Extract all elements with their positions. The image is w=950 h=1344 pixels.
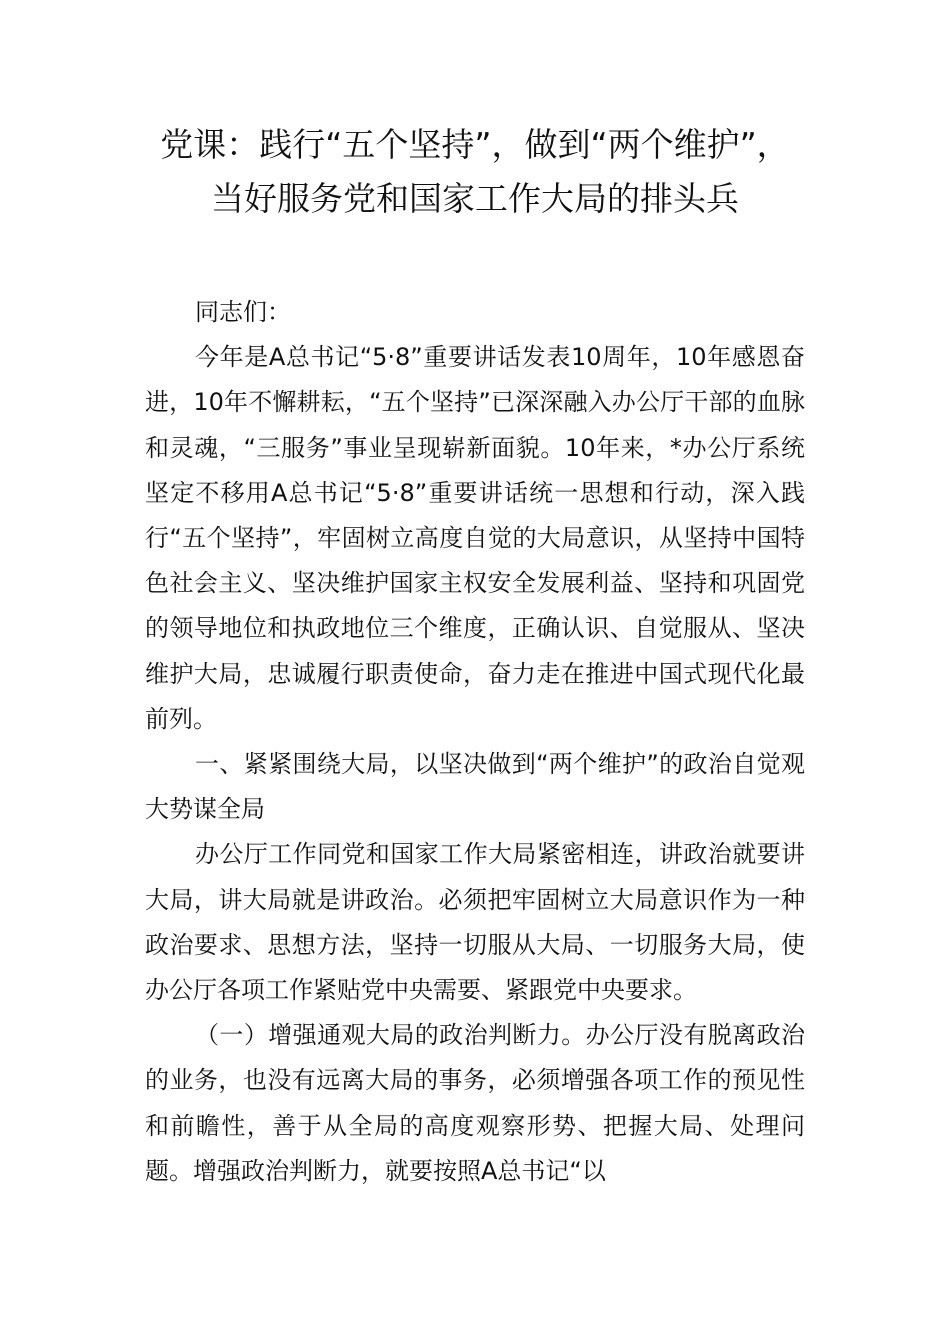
- subsection-paragraph-1: （一）增强通观大局的政治判断力。办公厅没有脱离政治的业务，也没有远离大局的事务，必须增强各项工作的预见性和前瞻性，善于从全局的高度观察形势、把握大局、处理问题。增强政治判断力，就要按照A总书记“以: [145, 1021, 805, 1185]
- salutation-paragraph: 同志们：: [195, 298, 291, 326]
- body-paragraph: 办公厅工作同党和国家工作大局紧密相连，讲政治就要讲大局，讲大局就是讲政治。必须把牢固树立大局意识作为一种政治要求、思想方法，坚持一切服从大局、一切服务大局，使办公厅各项工作紧贴党中央需要、紧跟党中央要求。: [145, 840, 805, 1005]
- section-heading-1: 一、紧紧围绕大局，以坚决做到“两个维护”的政治自觉观大势谋全局: [145, 750, 805, 824]
- intro-paragraph: 今年是A总书记“5·8”重要讲话发表10周年，10年感恩奋进，10年不懈耕耘，“五个坚持”已深深融入办公厅干部的血脉和灵魂，“三服务”事业呈现崭新面貌。10年来，*办公厅系统坚定不移用A总书记“5·8”重要讲话统一思想和行动，深入践行“五个坚持”，牢固树立高度自觉的大局意识，从坚持中国特色社会主义、坚决维护国家主权安全发展利益、坚持和巩固党的领导地位和执政地位三个维度，正确认识、自觉服从、坚决维护大局，忠诚履行职责使命，奋力走在推进中国式现代化最前列。: [145, 343, 805, 733]
- document-body: [145, 290, 805, 1194]
- document-title: 党课：践行“五个坚持”，做到“两个维护”，当好服务党和国家工作大局的排头兵: [160, 125, 790, 218]
